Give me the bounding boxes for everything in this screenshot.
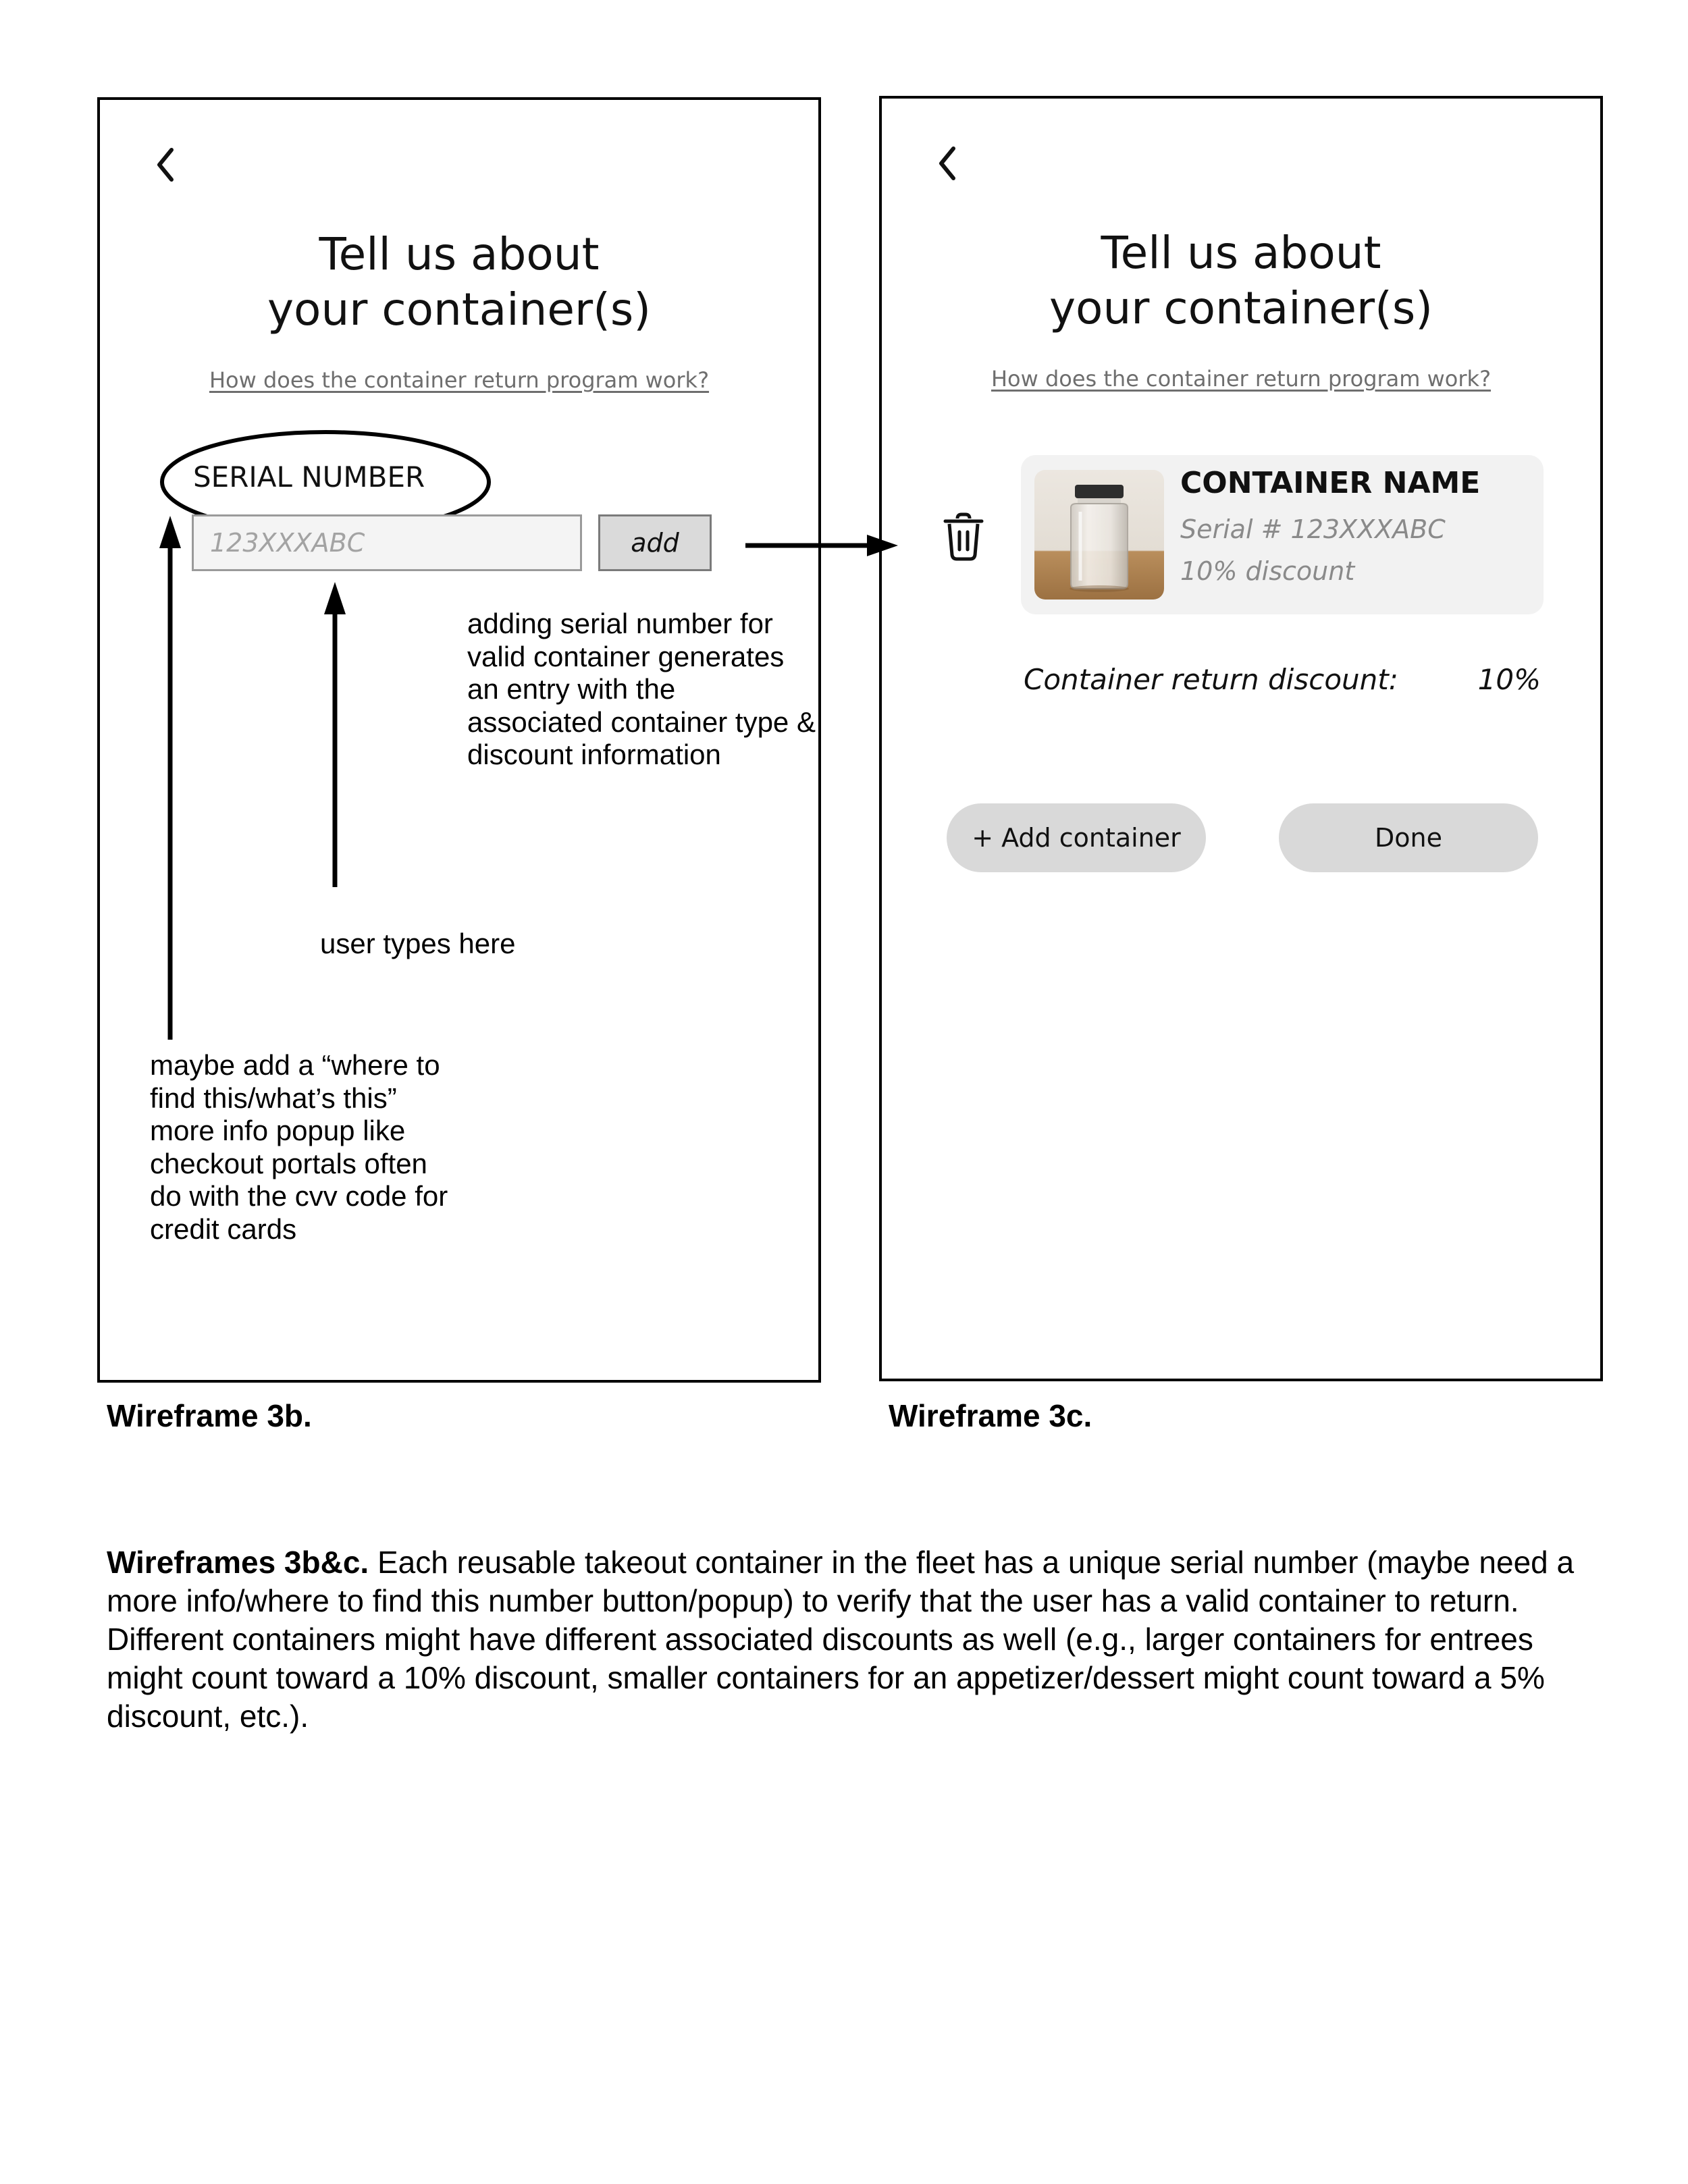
container-discount: 10% discount — [1180, 556, 1355, 586]
page-title — [882, 225, 1600, 336]
container-name: CONTAINER NAME — [1180, 466, 1481, 500]
title-line-1: Tell us about — [1101, 227, 1381, 279]
title-line-2: your container(s) — [1049, 282, 1433, 334]
wireframe-3c-label: Wireframe 3c. — [889, 1398, 1092, 1433]
back-chevron-icon[interactable] — [147, 140, 185, 189]
trash-icon[interactable] — [943, 512, 984, 562]
jar-photo — [1034, 470, 1164, 600]
page-title — [100, 227, 818, 338]
program-help-link[interactable]: How does the container return program work? — [991, 366, 1492, 392]
return-discount-label: Container return discount: — [1024, 663, 1398, 696]
title-line-1: Tell us about — [319, 228, 600, 280]
annotation-user-types: user types here — [320, 928, 516, 959]
add-serial-button[interactable]: add — [598, 514, 712, 571]
container-serial: Serial # 123XXXABC — [1180, 514, 1446, 544]
program-help-link[interactable]: How does the container return program work? — [209, 367, 710, 393]
help-link-row — [100, 367, 818, 393]
wireframe-3c-frame — [879, 96, 1603, 1381]
serial-number-label: SERIAL NUMBER — [193, 460, 425, 494]
wireframe-3b-frame — [97, 97, 821, 1383]
serial-number-input[interactable] — [192, 514, 582, 571]
caption-title: Wireframes 3b&c. — [107, 1545, 369, 1580]
annotation-adding-serial: adding serial number for valid container generates an entry with the associated container type & discount information — [467, 608, 816, 770]
wireframes-caption — [107, 1543, 1579, 1736]
wireframe-3b-label: Wireframe 3b. — [107, 1398, 312, 1433]
done-button[interactable]: Done — [1279, 803, 1538, 872]
container-entry-card[interactable] — [1021, 455, 1544, 614]
help-link-row — [882, 366, 1600, 392]
add-container-button[interactable]: + Add container — [947, 803, 1206, 872]
caption-body: Each reusable takeout container in the fleet has a unique serial number (maybe need a more info/where to find this number button/popup) to verify that the user has a valid container to return. Different containers might have different associated discounts as well (e.g., larger containers for entrees might count toward a 10% discount, smaller containers for an appetizer/dessert might count toward a 5% discount, etc.). — [107, 1545, 1575, 1734]
title-line-2: your container(s) — [267, 284, 651, 336]
annotation-more-info-popup: maybe add a “where to find this/what’s this” more info popup like checkout portals often do with the cvv code for credit cards — [150, 1049, 448, 1245]
back-chevron-icon[interactable] — [929, 139, 967, 188]
return-discount-value: 10% — [1477, 663, 1541, 696]
